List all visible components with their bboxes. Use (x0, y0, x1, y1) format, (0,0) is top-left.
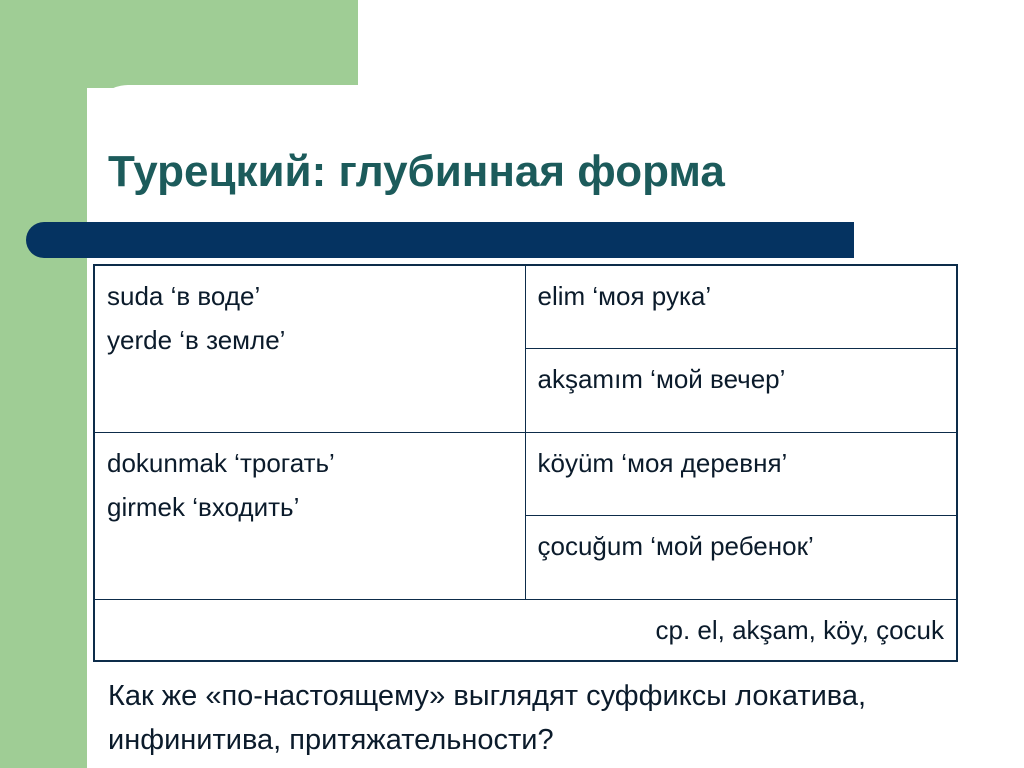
examples-table (93, 264, 958, 662)
green-top-block (0, 0, 358, 88)
example-suda: suda ‘в воде’ (107, 281, 261, 311)
green-side-band (0, 0, 87, 768)
table-row (94, 432, 957, 515)
example-elim: elim ‘моя рука’ (525, 265, 957, 348)
example-koyum: köyüm ‘моя деревня’ (525, 432, 957, 515)
example-cocugum: çocuğum ‘мой ребенок’ (525, 515, 957, 599)
example-yerde: yerde ‘в земле’ (107, 325, 286, 355)
example-aksamim: akşamım ‘мой вечер’ (525, 348, 957, 432)
locative-examples-cell (94, 265, 525, 432)
table-row (94, 599, 957, 661)
comparison-note: ср. el, akşam, köy, çocuk (94, 599, 957, 661)
example-girmek: girmek ‘входить’ (107, 491, 300, 522)
slide-title: Турецкий: глубинная форма (108, 147, 725, 196)
question-text: Как же «по-настоящему» выглядят суффиксы локатива, инфинитива, притяжательности? (108, 680, 867, 756)
title-underline-bar (26, 222, 854, 258)
example-dokunmak: dokunmak ‘трогать’ (107, 447, 335, 478)
infinitive-examples-cell (94, 432, 525, 599)
table-row (94, 265, 957, 348)
